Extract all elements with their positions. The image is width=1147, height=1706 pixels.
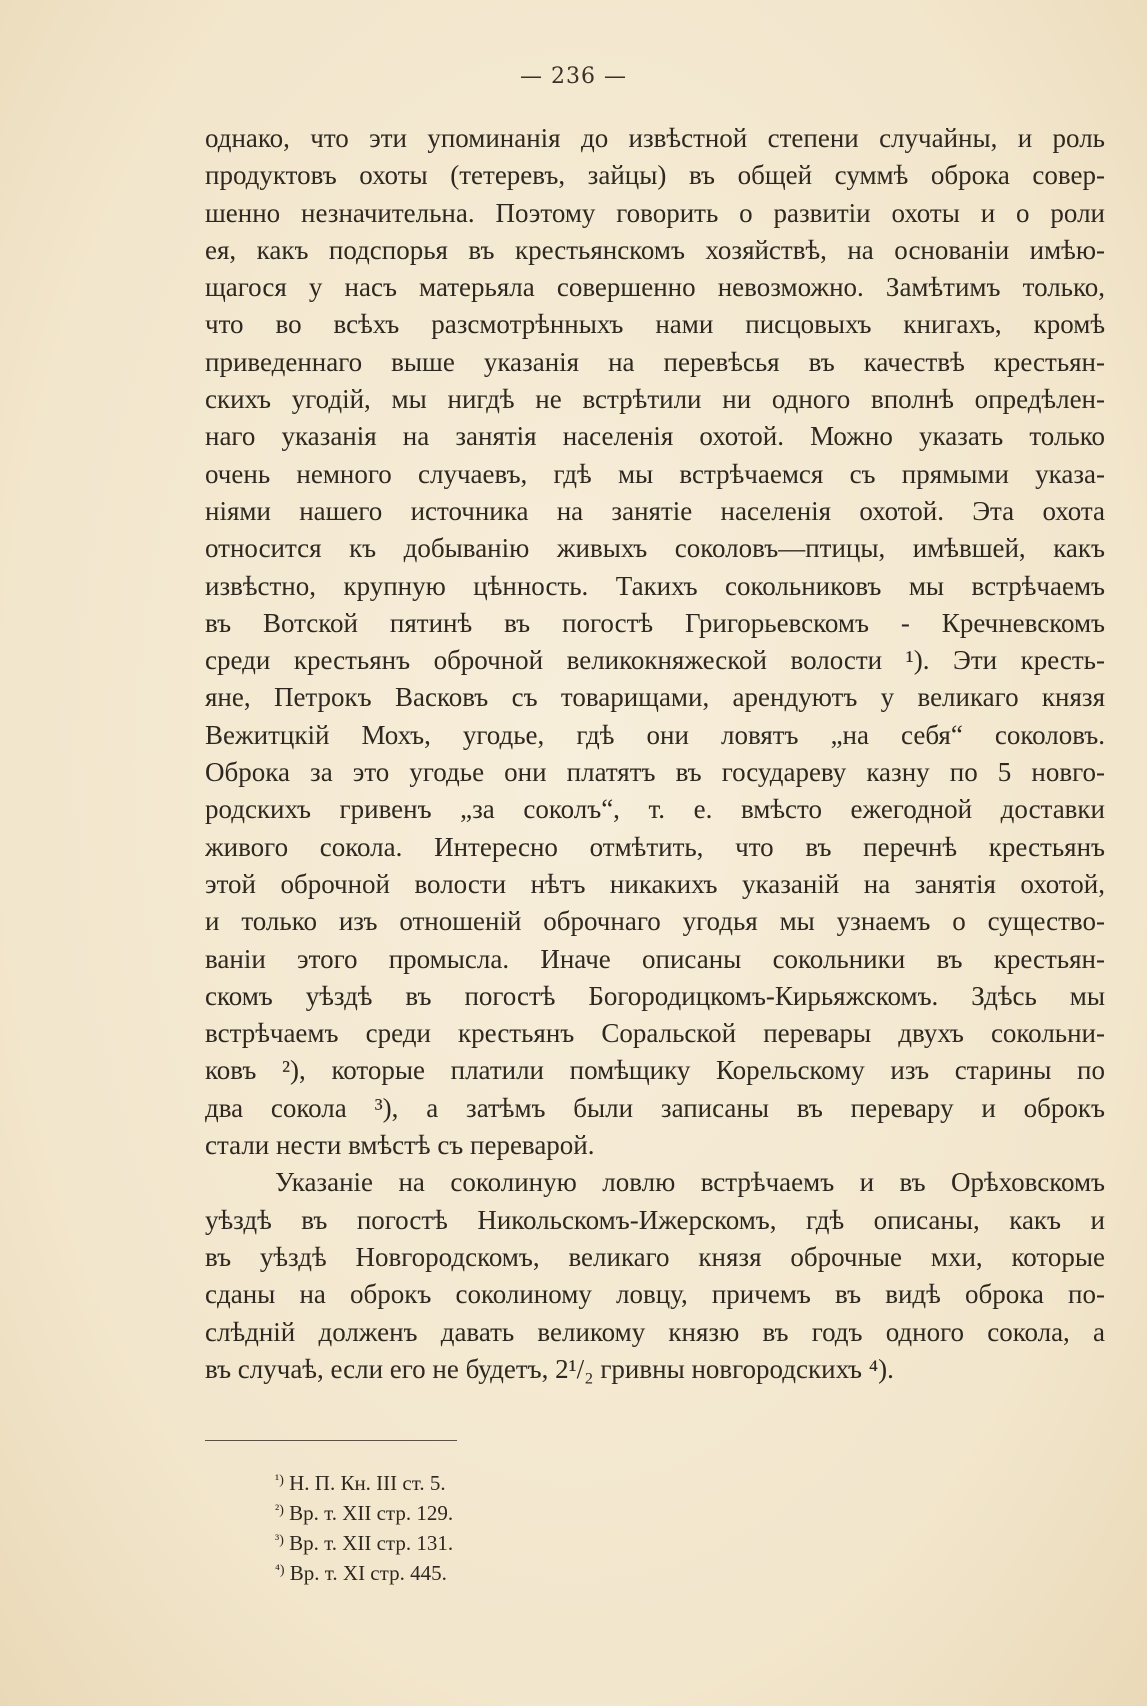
paragraph-2 xyxy=(205,1164,1105,1388)
text-line: продуктовъ охоты (тетеревъ, зайцы) въ общей суммѣ оброка совер- xyxy=(205,160,1105,191)
text-line: этой оброчной волости нѣтъ никакихъ указаній на занятія охотой, xyxy=(205,868,1105,899)
text-line: ковъ ²), которые платили помѣщику Корельскому изъ старины по xyxy=(205,1055,1105,1086)
text-line: сданы на оброкъ соколиному ловцу, причемъ въ видѣ оброка по- xyxy=(205,1279,1105,1310)
footnote-2 xyxy=(275,1498,453,1528)
text-line: и только изъ отношеній оброчнаго угодья мы узнаемъ о существо- xyxy=(205,906,1105,937)
footnote-text: Н. П. Кн. III ст. 5. xyxy=(289,1471,446,1495)
text-line: шенно незначительна. Поэтому говорить о развитіи охоты и о роли xyxy=(205,197,1105,228)
footnote-text: Вр. т. XI стр. 445. xyxy=(289,1561,447,1585)
footnote-text: Вр. т. XII стр. 131. xyxy=(289,1531,454,1555)
footnote-4 xyxy=(275,1558,453,1588)
text-line: извѣстно, крупную цѣнность. Такихъ сокольниковъ мы встрѣчаемъ xyxy=(205,570,1105,601)
text-line: въ Вотской пятинѣ въ погостѣ Григорьевскомъ - Кречневскомъ xyxy=(205,607,1105,638)
text-line: Оброка за это угодье они платятъ въ государеву казну по 5 новго- xyxy=(205,757,1105,788)
page-number: — 236 — xyxy=(520,64,627,89)
footnote-mark: ⁴) xyxy=(275,1563,285,1578)
footnote-mark: ³) xyxy=(275,1533,284,1548)
text-line: въ случаѣ, если его не будетъ, 2¹/₂ гривны новгородскихъ ⁴). xyxy=(205,1353,894,1384)
text-line: два сокола ³), а затѣмъ были записаны въ перевару и оброкъ xyxy=(205,1092,1105,1123)
footnote-mark: ²) xyxy=(275,1503,284,1518)
text-line: уѣздѣ въ погостѣ Никольскомъ-Ижерскомъ, гдѣ описаны, какъ и xyxy=(205,1204,1105,1235)
text-line: Указаніе на соколиную ловлю встрѣчаемъ и въ Орѣховскомъ xyxy=(275,1167,1105,1198)
text-line: среди крестьянъ оброчной великокняжеской волости ¹). Эти кресть- xyxy=(205,645,1105,676)
text-line: живого сокола. Интересно отмѣтить, что въ перечнѣ крестьянъ xyxy=(205,831,1105,862)
footnotes xyxy=(275,1468,453,1588)
text-line: относится къ добыванію живыхъ соколовъ—птицы, имѣвшей, какъ xyxy=(205,533,1105,564)
text-line: слѣдній долженъ давать великому князю въ годъ одного сокола, а xyxy=(205,1316,1105,1347)
text-line: приведеннаго выше указанія на перевѣсья въ качествѣ крестьян- xyxy=(205,346,1105,377)
text-line: родскихъ гривенъ „за соколъ“, т. е. вмѣсто ежегодной доставки xyxy=(205,794,1105,825)
text-line: однако, что эти упоминанія до извѣстной степени случайны, и роль xyxy=(205,123,1105,153)
footnote-3 xyxy=(275,1528,453,1558)
text-line: скихъ угодій, мы нигдѣ не встрѣтили ни одного вполнѣ опредѣлен- xyxy=(205,384,1105,415)
text-line: очень немного случаевъ, гдѣ мы встрѣчаемся съ прямыми указа- xyxy=(205,458,1105,489)
footnote-1 xyxy=(275,1468,453,1498)
text-line: яне, Петрокъ Васковъ съ товарищами, арендуютъ у великаго князя xyxy=(205,682,1105,713)
footnote-divider xyxy=(205,1440,457,1441)
paragraph-1 xyxy=(205,120,1105,1164)
text-line: стали нести вмѣстѣ съ переварой. xyxy=(205,1130,595,1161)
text-line: Вежитцкій Мохъ, угодье, гдѣ они ловятъ „на себя“ соколовъ. xyxy=(205,719,1105,750)
text-line: наго указанія на занятія населенія охотой. Можно указать только xyxy=(205,421,1105,452)
text-line: ея, какъ подспорья въ крестьянскомъ хозяйствѣ, на основаніи имѣю- xyxy=(205,234,1105,265)
text-line: ніями нашего источника на занятіе населенія охотой. Эта охота xyxy=(205,495,1105,526)
text-line: ваніи этого промысла. Иначе описаны сокольники въ крестьян- xyxy=(205,943,1105,974)
text-line: встрѣчаемъ среди крестьянъ Соральской перевары двухъ сокольни- xyxy=(205,1018,1105,1049)
text-line: въ уѣздѣ Новгородскомъ, великаго князя оброчные мхи, которые xyxy=(205,1241,1105,1272)
footnote-mark: ¹) xyxy=(275,1473,284,1488)
footnote-text: Вр. т. XII стр. 129. xyxy=(289,1501,454,1525)
text-line: скомъ уѣздѣ въ погостѣ Богородицкомъ-Кирьяжскомъ. Здѣсь мы xyxy=(205,980,1105,1011)
main-text xyxy=(205,120,1105,1388)
text-line: что во всѣхъ разсмотрѣнныхъ нами писцовыхъ книгахъ, кромѣ xyxy=(205,309,1105,340)
text-line: щагося у насъ матерьяла совершенно невозможно. Замѣтимъ только, xyxy=(205,272,1105,303)
